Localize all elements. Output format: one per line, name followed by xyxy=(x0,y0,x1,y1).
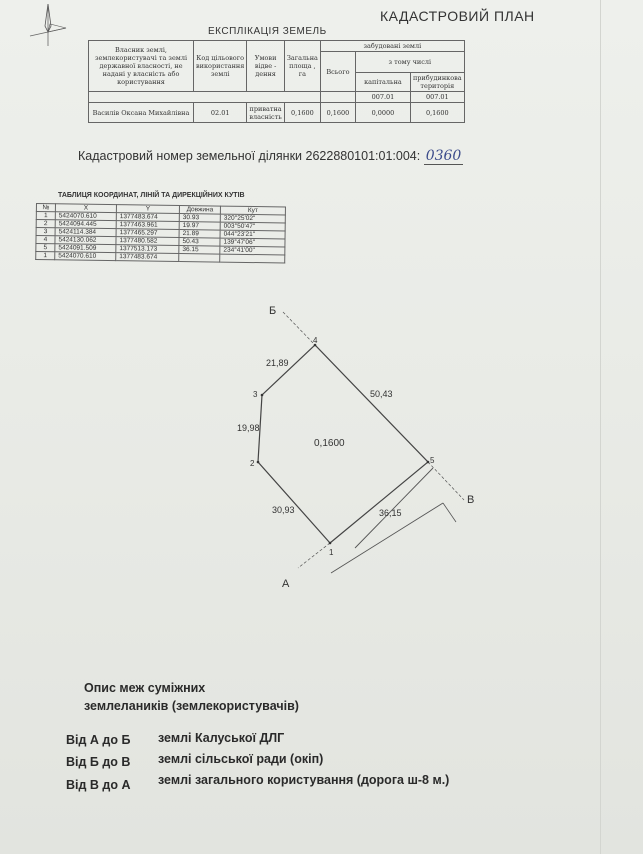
vertex-label: 3 xyxy=(253,390,258,399)
total-area-cell: 0,1600 xyxy=(284,103,320,123)
code-header: Код цільового використання землі xyxy=(194,41,247,92)
coords-cell: 139°47'06" xyxy=(220,238,285,247)
boundary-desc: землі загального користування (дорога ш-8 м.) xyxy=(158,773,450,787)
point-letter-v: В xyxy=(467,494,475,506)
document-title: КАДАСТРОВИЙ ПЛАН xyxy=(380,8,535,24)
capital-cell: 0,0000 xyxy=(355,103,410,123)
coords-cell: 4 xyxy=(36,236,55,244)
side-length-label: 19,98 xyxy=(237,423,260,433)
coords-cell: 5424094.445 xyxy=(55,220,116,229)
side-length-label: 30,93 xyxy=(272,505,295,515)
of-which-header: з тому числі xyxy=(355,52,464,73)
vertex-label: 2 xyxy=(250,459,255,468)
side-length-label: 21,89 xyxy=(266,358,289,368)
side-length-label: 50,43 xyxy=(370,389,393,399)
coords-cell: 044°23'21" xyxy=(220,230,285,239)
built-up-header: забудовані землі xyxy=(320,41,464,52)
plot-area-label: 0,1600 xyxy=(314,438,345,449)
vertex-label: 1 xyxy=(329,548,334,557)
coords-cell: 19.97 xyxy=(179,222,220,231)
coords-cell: 5424114.384 xyxy=(55,228,116,237)
coords-cell: 5424130.062 xyxy=(55,236,116,245)
boundaries-heading-line1: Опис меж суміжних xyxy=(84,681,206,695)
coords-table-title: ТАБЛИЦЯ КООРДИНАТ, ЛІНІЙ ТА ДИРЕКЦІЙНИХ КУТІВ xyxy=(58,192,245,199)
terms-cell: приватна власність xyxy=(247,103,285,123)
coords-cell: 30.93 xyxy=(179,214,220,223)
coords-cell: 5424091.509 xyxy=(55,244,116,253)
total-header: Всього xyxy=(320,52,355,92)
coords-cell: 1377465.297 xyxy=(116,229,179,238)
boundary-desc: землі сільської ради (окіп) xyxy=(158,752,324,766)
coords-cell: 5 xyxy=(36,244,55,252)
coords-cell: 003°50'47" xyxy=(220,222,285,231)
coords-cell: 1377483.674 xyxy=(116,213,179,222)
boundaries-heading-line2: землелаників (землекористувачів) xyxy=(84,699,299,713)
cadastral-number: 2622880101:01:004: xyxy=(305,149,421,163)
coords-cell: 1377483.674 xyxy=(116,253,179,262)
coords-cell: 50.43 xyxy=(179,238,220,247)
territory-code: 007.01 xyxy=(410,92,464,103)
boundary-from: Від А до Б xyxy=(66,733,131,747)
coords-cell: 5424070.610 xyxy=(55,212,116,221)
coords-header: Y xyxy=(116,205,179,214)
coords-header: Довжина xyxy=(179,206,220,215)
cadastral-handwritten-suffix: 0360 xyxy=(425,148,462,164)
coords-header: X xyxy=(55,204,116,213)
capital-code: 007.01 xyxy=(355,92,410,103)
coords-cell: 1 xyxy=(36,212,55,220)
coords-cell: 1 xyxy=(36,252,55,260)
point-letter-b: Б xyxy=(269,305,277,317)
coords-cell: 2 xyxy=(36,220,55,228)
terms-header: Умови відве - дення xyxy=(247,41,285,92)
vertex-label: 4 xyxy=(313,336,318,345)
code-cell: 02.01 xyxy=(194,103,247,123)
coords-cell: 21.89 xyxy=(179,230,220,239)
coords-header: Кут xyxy=(220,206,285,215)
coords-cell: 1377463.961 xyxy=(116,221,179,230)
boundary-from: Від Б до В xyxy=(66,755,131,769)
owner-header: Власник землі, землекористувачі та землі державної власності, не надані у власність або користування xyxy=(89,41,194,92)
boundary-desc: землі Калуської ДЛГ xyxy=(158,731,285,745)
territory-cell: 0,1600 xyxy=(410,103,464,123)
cadastral-label: Кадастровий номер земельної ділянки xyxy=(78,149,303,163)
explication-title: ЕКСПЛІКАЦІЯ ЗЕМЕЛЬ xyxy=(208,26,327,37)
coords-cell: 36.15 xyxy=(179,245,220,254)
capital-header: капітальна xyxy=(355,73,410,92)
coords-cell: 234°41'00" xyxy=(220,246,285,255)
coords-cell: 5424070.610 xyxy=(55,252,116,261)
total-area-header: Загальна площа , га xyxy=(284,41,320,92)
total-cell: 0,1600 xyxy=(320,103,355,123)
boundary-from: Від В до А xyxy=(66,778,131,792)
coords-cell: 320°25'02" xyxy=(220,214,285,223)
coords-cell: 1377513.173 xyxy=(116,245,179,254)
coords-cell: 3 xyxy=(36,228,55,236)
vertex-label: 5 xyxy=(430,456,435,465)
territory-header: прибудинкова територія xyxy=(410,73,464,92)
coords-cell: 1377480.582 xyxy=(116,237,179,246)
owner-cell: Василів Оксана Михайлівна xyxy=(89,103,194,123)
coords-header: № xyxy=(36,204,55,212)
side-length-label: 36,15 xyxy=(379,508,402,518)
point-letter-a: А xyxy=(282,578,290,590)
